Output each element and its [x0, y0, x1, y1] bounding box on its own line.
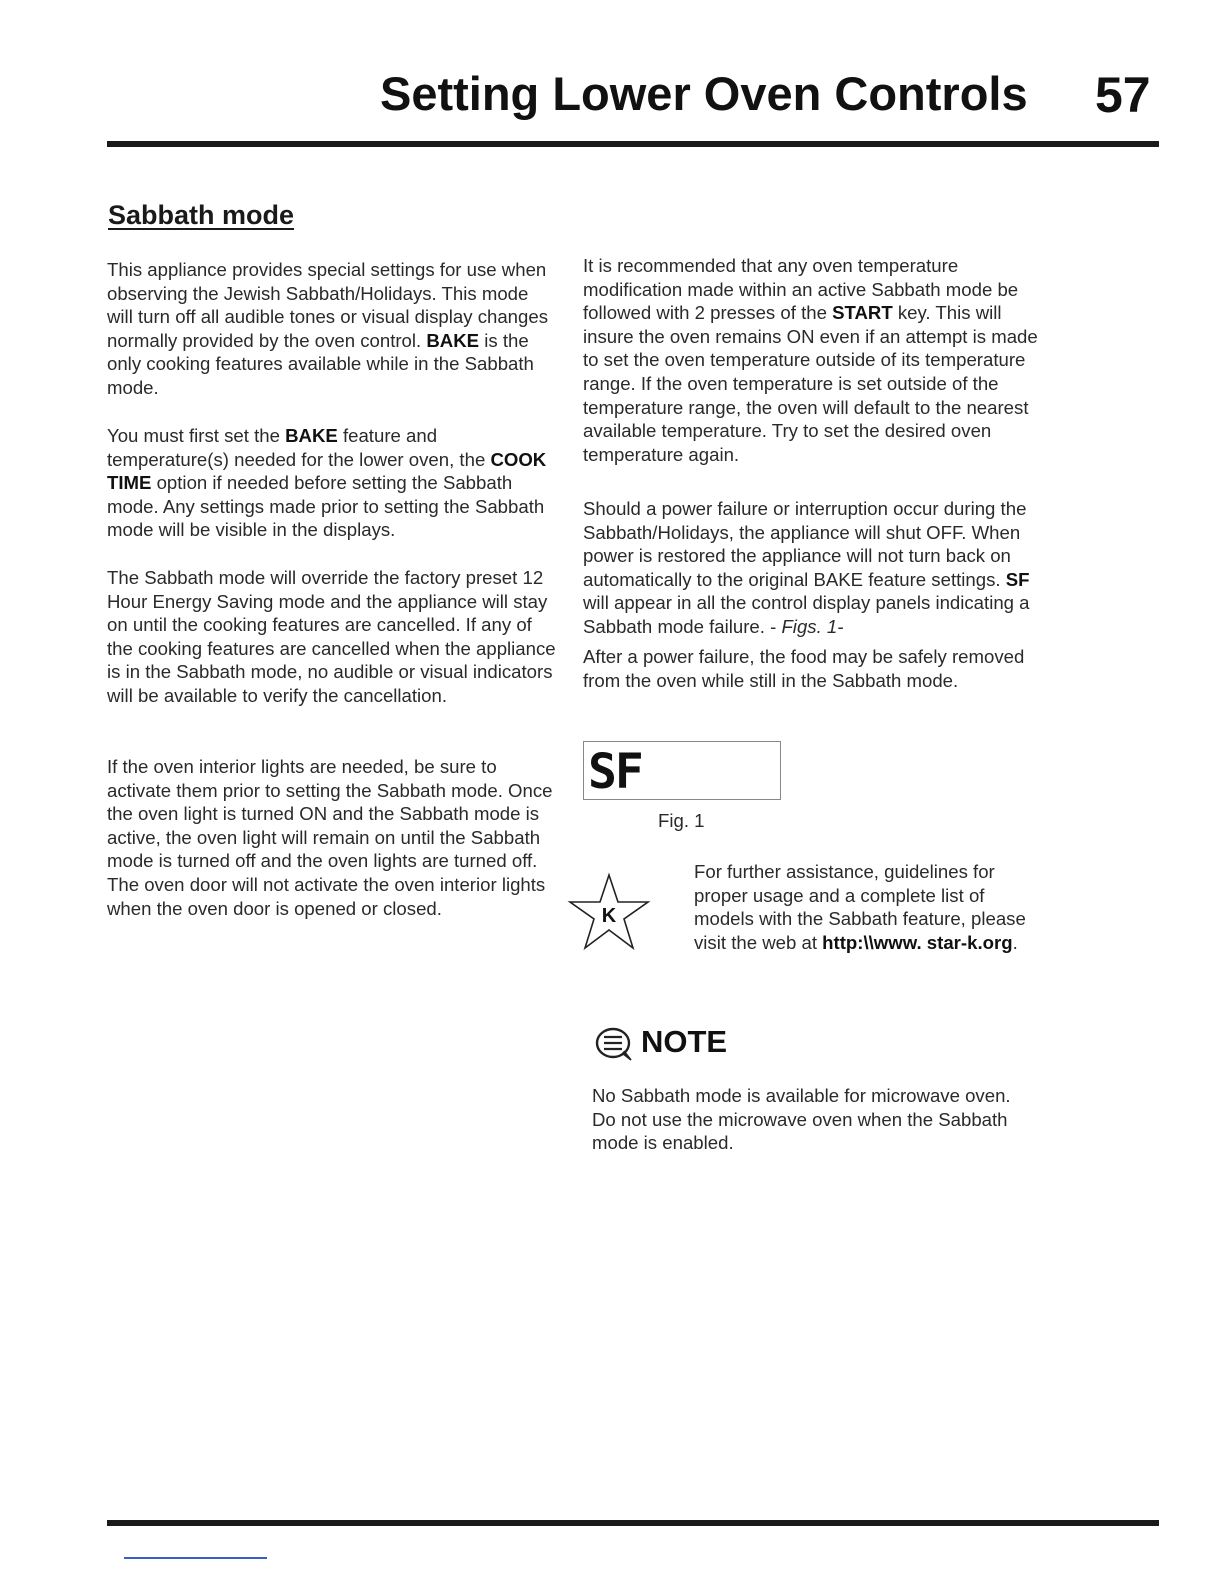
link-underline	[124, 1557, 267, 1559]
right-paragraph-3: After a power failure, the food may be safely removed from the oven while still in the Sabbath mode.	[583, 646, 1025, 691]
right-paragraph-1: It is recommended that any oven temperature modification made within an active Sabbath mode be followed with 2 presses of the START key. This will insure the oven remains ON even if an attempt is made to set the oven temperature outside of its temperature range. If the oven temperature is set outside of the temperature range, the oven will default to the nearest available temperature. Try to set the desired oven temperature again.	[583, 255, 1038, 465]
left-paragraph-3: The Sabbath mode will override the factory preset 12 Hour Energy Saving mode and the appliance will stay on until the cooking features are cancelled. If any of the cooking features are cancelled when the appliance is in the Sabbath mode, no audible or visual indicators will be available to verify the cancellation.	[107, 567, 556, 706]
section-title: Sabbath mode	[108, 200, 295, 230]
left-paragraph-2: You must first set the BAKE feature and temperature(s) needed for the lower oven, the COOK TIME option if needed before setting the Sabbath mode. Any settings made prior to setting the Sabbath mode will be visible in the displays.	[107, 425, 547, 541]
figure-reference: Figs. 1-	[781, 615, 844, 637]
right-paragraph-2: Should a power failure or interruption occur during the Sabbath/Holidays, the appliance will shut OFF. When power is restored the appliance will not turn back on automatically to the original BAKE feature settings. SF will appear in all the control display panels indicating a Sabbath mode failure. - Figs. 1-	[583, 498, 1030, 637]
cook-time-keyword: COOK TIME	[107, 448, 547, 494]
left-paragraph-4: If the oven interior lights are needed, be sure to activate them prior to setting the Sabbath mode. Once the oven light is turned ON and the Sabbath mode is active, the oven light will remain on until the Sabbath mode is turned off and the oven lights are turned off. The oven door will not activate the oven interior lights when the oven door is opened or closed.	[107, 756, 553, 919]
note-text: No Sabbath mode is available for microwave oven. Do not use the microwave oven when the Sabbath mode is enabled.	[592, 1085, 1011, 1154]
note-title: NOTE	[641, 1024, 728, 1059]
star-k-letter: K	[601, 905, 617, 927]
figure-caption: Fig. 1	[658, 810, 705, 831]
sf-keyword: SF	[1005, 568, 1030, 590]
bake-keyword: BAKE	[285, 425, 338, 446]
top-rule	[107, 141, 1159, 147]
page-number: 57	[1095, 67, 1151, 123]
bottom-rule	[107, 1520, 1159, 1526]
assistance-text: For further assistance, guidelines for proper usage and a complete list of models with the Sabbath feature, please visit the web at http:\\www. star-k.org.	[694, 861, 1026, 953]
note-icon	[594, 1026, 634, 1062]
star-k-link[interactable]: http:\\www. star-k.org	[822, 931, 1013, 953]
sf-display-text: SF	[588, 744, 642, 800]
sf-display-figure	[583, 741, 781, 800]
left-paragraph-1: This appliance provides special settings for use when observing the Jewish Sabbath/Holidays. This mode will turn off all audible tones or visual display changes normally provided by the oven control. BAKE is the only cooking features available while in the Sabbath mode.	[107, 259, 548, 398]
page-title: Setting Lower Oven Controls	[380, 67, 1028, 120]
bake-keyword: BAKE	[426, 329, 480, 351]
star-k-icon	[566, 872, 652, 952]
start-keyword: START	[832, 302, 893, 324]
